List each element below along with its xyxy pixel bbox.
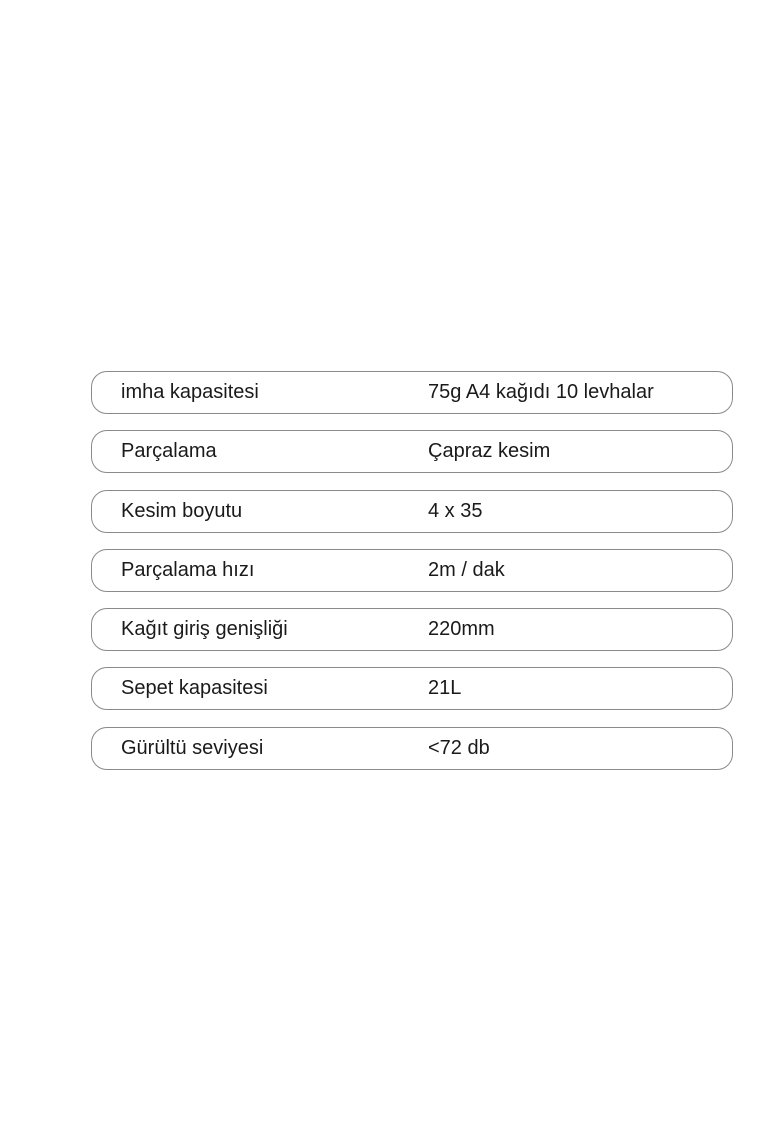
spec-value: 21L: [428, 677, 462, 700]
spec-value: <72 db: [428, 736, 490, 759]
spec-row-shredding-speed: [91, 549, 733, 592]
spec-label: imha kapasitesi: [121, 381, 259, 403]
spec-label: Gürültü seviyesi: [121, 736, 264, 759]
spec-value: 4 x 35: [428, 499, 483, 522]
spec-table: [91, 371, 733, 786]
spec-row-noise-level: [91, 727, 733, 770]
spec-value: 2m / dak: [428, 558, 505, 581]
spec-value: 220mm: [428, 618, 495, 641]
spec-value: Çapraz kesim: [428, 440, 551, 463]
spec-row-capacity: [91, 371, 733, 414]
spec-row-shredding-type: [91, 430, 733, 473]
spec-label: Kağıt giriş genişliği: [121, 618, 288, 641]
spec-row-bin-capacity: [91, 667, 733, 710]
spec-label: Sepet kapasitesi: [121, 677, 268, 700]
spec-label: Parçalama: [121, 440, 217, 463]
spec-value: 75g A4 kağıdı 10 levhalar: [428, 381, 654, 403]
spec-row-cut-size: [91, 490, 733, 533]
spec-label: Kesim boyutu: [121, 499, 243, 522]
spec-row-entry-width: [91, 608, 733, 651]
spec-label: Parçalama hızı: [121, 558, 255, 581]
